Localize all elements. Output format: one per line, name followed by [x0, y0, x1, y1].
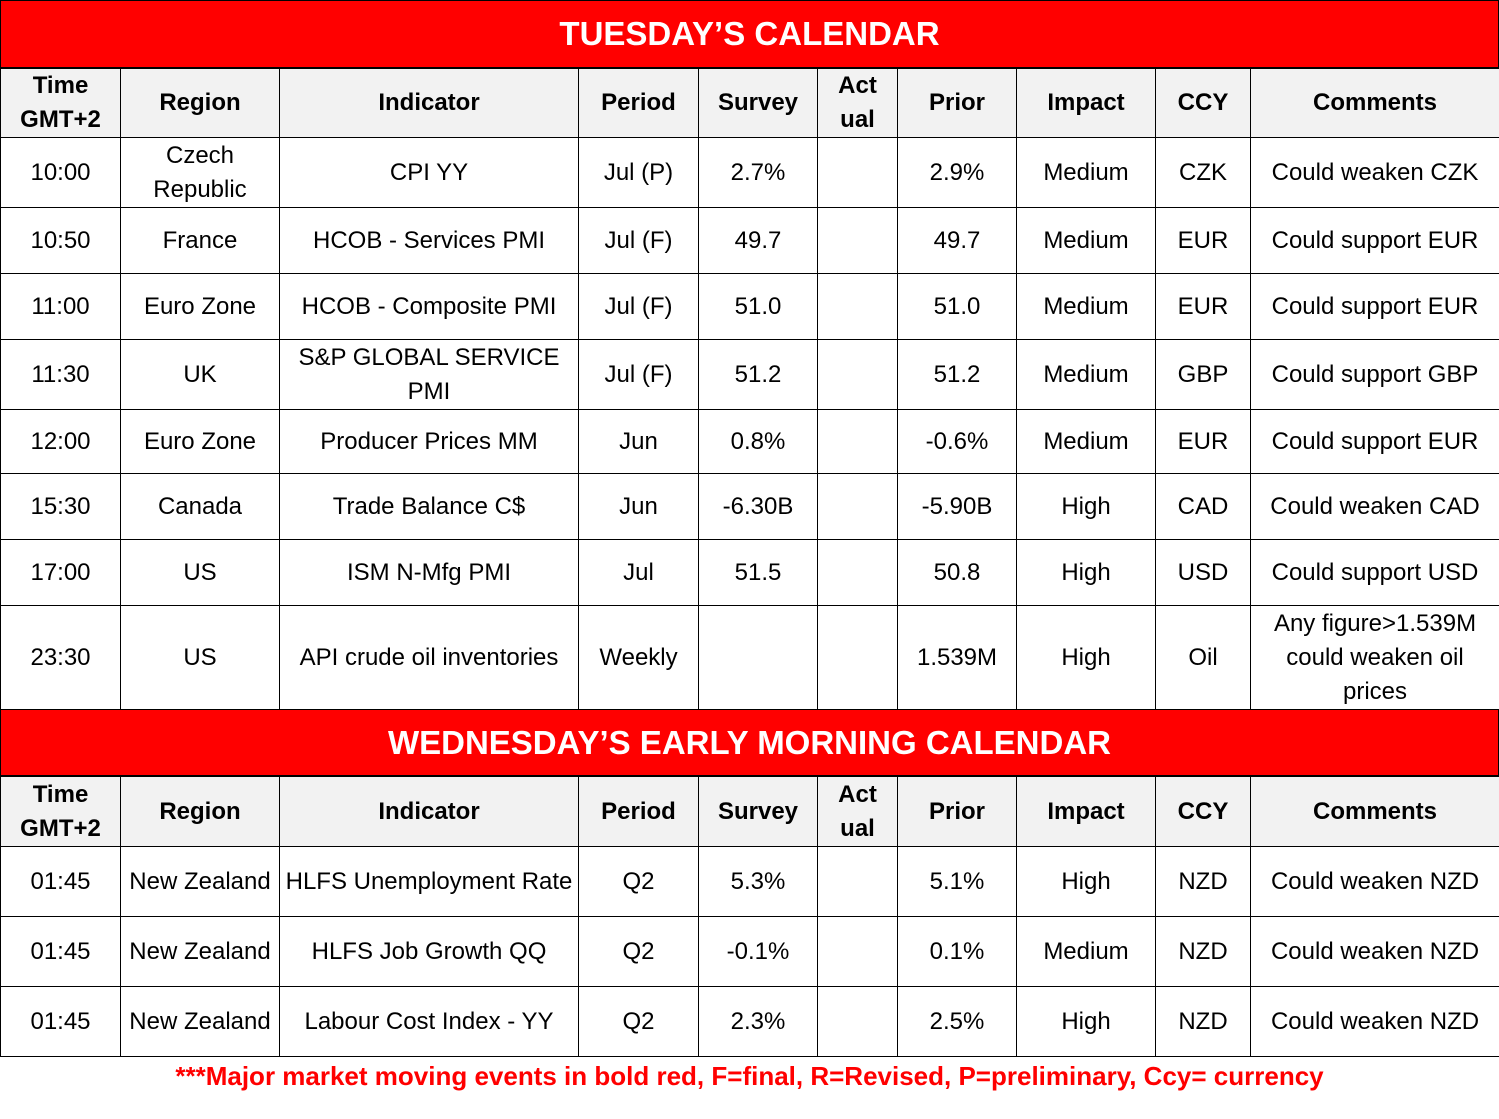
col-header-ccy: CCY — [1156, 777, 1251, 847]
cell-region: France — [121, 208, 280, 274]
cell-survey: 5.3% — [699, 847, 818, 917]
cell-region: Canada — [121, 474, 280, 540]
cell-survey: 2.7% — [699, 138, 818, 208]
cell-indicator: S&P GLOBAL SERVICE PMI — [280, 340, 579, 410]
table-row — [1, 138, 1499, 208]
cell-indicator: Trade Balance C$ — [280, 474, 579, 540]
cell-survey: 2.3% — [699, 987, 818, 1057]
cell-comments: Any figure>1.539M could weaken oil prices — [1251, 606, 1499, 710]
cell-region: US — [121, 540, 280, 606]
cell-ccy: CZK — [1156, 138, 1251, 208]
col-header-region: Region — [121, 69, 280, 138]
cell-survey: 51.5 — [699, 540, 818, 606]
cell-time: 11:00 — [1, 274, 121, 340]
cell-impact: High — [1017, 540, 1156, 606]
cell-indicator: CPI YY — [280, 138, 579, 208]
cell-impact: High — [1017, 606, 1156, 710]
cell-ccy: NZD — [1156, 917, 1251, 987]
cell-period: Jul (F) — [579, 208, 699, 274]
col-header-survey: Survey — [699, 69, 818, 138]
cell-ccy: EUR — [1156, 208, 1251, 274]
wednesday-header-row — [1, 777, 1499, 847]
cell-comments: Could weaken CAD — [1251, 474, 1499, 540]
cell-time: 10:00 — [1, 138, 121, 208]
cell-actual — [818, 340, 898, 410]
col-header-prior: Prior — [898, 777, 1017, 847]
cell-period: Weekly — [579, 606, 699, 710]
col-header-ccy: CCY — [1156, 69, 1251, 138]
cell-ccy: USD — [1156, 540, 1251, 606]
table-row — [1, 410, 1499, 474]
cell-actual — [818, 138, 898, 208]
col-header-comments: Comments — [1251, 69, 1499, 138]
cell-region: Czech Republic — [121, 138, 280, 208]
cell-comments: Could weaken NZD — [1251, 847, 1499, 917]
cell-period: Q2 — [579, 917, 699, 987]
col-header-impact: Impact — [1017, 777, 1156, 847]
cell-prior: 50.8 — [898, 540, 1017, 606]
cell-survey: 51.2 — [699, 340, 818, 410]
cell-region: New Zealand — [121, 917, 280, 987]
footnote: ***Major market moving events in bold red, F=final, R=Revised, P=preliminary, Ccy= currency — [175, 1061, 1324, 1091]
cell-indicator: HCOB - Composite PMI — [280, 274, 579, 340]
cell-prior: 0.1% — [898, 917, 1017, 987]
cell-prior: 51.0 — [898, 274, 1017, 340]
cell-region: Euro Zone — [121, 410, 280, 474]
tuesday-header-row — [1, 69, 1499, 138]
col-header-actual: Act ual — [818, 69, 898, 138]
cell-comments: Could support EUR — [1251, 274, 1499, 340]
cell-survey — [699, 606, 818, 710]
cell-impact: High — [1017, 474, 1156, 540]
cell-region: Euro Zone — [121, 274, 280, 340]
cell-period: Jul (F) — [579, 274, 699, 340]
table-row — [1, 540, 1499, 606]
cell-prior: 49.7 — [898, 208, 1017, 274]
cell-time: 01:45 — [1, 917, 121, 987]
col-header-time: Time GMT+2 — [1, 69, 121, 138]
col-header-indicator: Indicator — [280, 777, 579, 847]
cell-region: New Zealand — [121, 847, 280, 917]
cell-indicator: API crude oil inventories — [280, 606, 579, 710]
col-header-period: Period — [579, 777, 699, 847]
cell-impact: Medium — [1017, 274, 1156, 340]
cell-region: UK — [121, 340, 280, 410]
cell-ccy: NZD — [1156, 987, 1251, 1057]
cell-indicator: Producer Prices MM — [280, 410, 579, 474]
cell-actual — [818, 606, 898, 710]
table-row — [1, 917, 1499, 987]
cell-comments: Could weaken NZD — [1251, 917, 1499, 987]
cell-impact: Medium — [1017, 208, 1156, 274]
col-header-impact: Impact — [1017, 69, 1156, 138]
cell-comments: Could support EUR — [1251, 208, 1499, 274]
cell-time: 15:30 — [1, 474, 121, 540]
cell-ccy: NZD — [1156, 847, 1251, 917]
cell-period: Jul (P) — [579, 138, 699, 208]
cell-indicator: HCOB - Services PMI — [280, 208, 579, 274]
cell-actual — [818, 917, 898, 987]
cell-time: 01:45 — [1, 987, 121, 1057]
cell-prior: -0.6% — [898, 410, 1017, 474]
cell-prior: 51.2 — [898, 340, 1017, 410]
table-row — [1, 340, 1499, 410]
cell-indicator: HLFS Job Growth QQ — [280, 917, 579, 987]
cell-actual — [818, 847, 898, 917]
table-row — [1, 208, 1499, 274]
cell-actual — [818, 274, 898, 340]
table-row — [1, 987, 1499, 1057]
wednesday-calendar-title: WEDNESDAY’S EARLY MORNING CALENDAR — [0, 710, 1499, 776]
col-header-prior: Prior — [898, 69, 1017, 138]
cell-ccy: GBP — [1156, 340, 1251, 410]
cell-survey: 49.7 — [699, 208, 818, 274]
cell-impact: Medium — [1017, 340, 1156, 410]
cell-prior: 5.1% — [898, 847, 1017, 917]
cell-actual — [818, 987, 898, 1057]
cell-actual — [818, 540, 898, 606]
cell-prior: -5.90B — [898, 474, 1017, 540]
cell-indicator: ISM N-Mfg PMI — [280, 540, 579, 606]
cell-period: Jul — [579, 540, 699, 606]
wednesday-calendar-table — [0, 776, 1499, 1057]
cell-impact: High — [1017, 847, 1156, 917]
cell-impact: Medium — [1017, 138, 1156, 208]
table-row — [1, 606, 1499, 710]
cell-time: 17:00 — [1, 540, 121, 606]
col-header-region: Region — [121, 777, 280, 847]
cell-impact: Medium — [1017, 410, 1156, 474]
wednesday-table-body — [1, 847, 1499, 1057]
cell-indicator: HLFS Unemployment Rate — [280, 847, 579, 917]
table-row — [1, 274, 1499, 340]
cell-period: Q2 — [579, 847, 699, 917]
cell-ccy: EUR — [1156, 410, 1251, 474]
cell-comments: Could weaken NZD — [1251, 987, 1499, 1057]
cell-period: Jun — [579, 410, 699, 474]
cell-prior: 2.5% — [898, 987, 1017, 1057]
cell-comments: Could support EUR — [1251, 410, 1499, 474]
cell-time: 12:00 — [1, 410, 121, 474]
tuesday-calendar-table — [0, 68, 1499, 710]
cell-time: 10:50 — [1, 208, 121, 274]
table-row — [1, 847, 1499, 917]
cell-comments: Could weaken CZK — [1251, 138, 1499, 208]
cell-indicator: Labour Cost Index - YY — [280, 987, 579, 1057]
cell-survey: 0.8% — [699, 410, 818, 474]
cell-comments: Could support GBP — [1251, 340, 1499, 410]
tuesday-calendar-title: TUESDAY’S CALENDAR — [0, 0, 1499, 68]
cell-survey: -0.1% — [699, 917, 818, 987]
cell-region: US — [121, 606, 280, 710]
col-header-comments: Comments — [1251, 777, 1499, 847]
table-row — [1, 474, 1499, 540]
col-header-survey: Survey — [699, 777, 818, 847]
tuesday-table-body — [1, 138, 1499, 710]
cell-period: Q2 — [579, 987, 699, 1057]
cell-ccy: Oil — [1156, 606, 1251, 710]
col-header-indicator: Indicator — [280, 69, 579, 138]
col-header-actual: Act ual — [818, 777, 898, 847]
cell-prior: 1.539M — [898, 606, 1017, 710]
cell-survey: -6.30B — [699, 474, 818, 540]
cell-time: 23:30 — [1, 606, 121, 710]
cell-ccy: CAD — [1156, 474, 1251, 540]
cell-comments: Could support USD — [1251, 540, 1499, 606]
col-header-period: Period — [579, 69, 699, 138]
cell-time: 11:30 — [1, 340, 121, 410]
cell-actual — [818, 474, 898, 540]
cell-actual — [818, 410, 898, 474]
cell-impact: High — [1017, 987, 1156, 1057]
cell-impact: Medium — [1017, 917, 1156, 987]
col-header-time: Time GMT+2 — [1, 777, 121, 847]
cell-region: New Zealand — [121, 987, 280, 1057]
cell-time: 01:45 — [1, 847, 121, 917]
cell-period: Jul (F) — [579, 340, 699, 410]
cell-actual — [818, 208, 898, 274]
cell-survey: 51.0 — [699, 274, 818, 340]
cell-prior: 2.9% — [898, 138, 1017, 208]
cell-ccy: EUR — [1156, 274, 1251, 340]
cell-period: Jun — [579, 474, 699, 540]
